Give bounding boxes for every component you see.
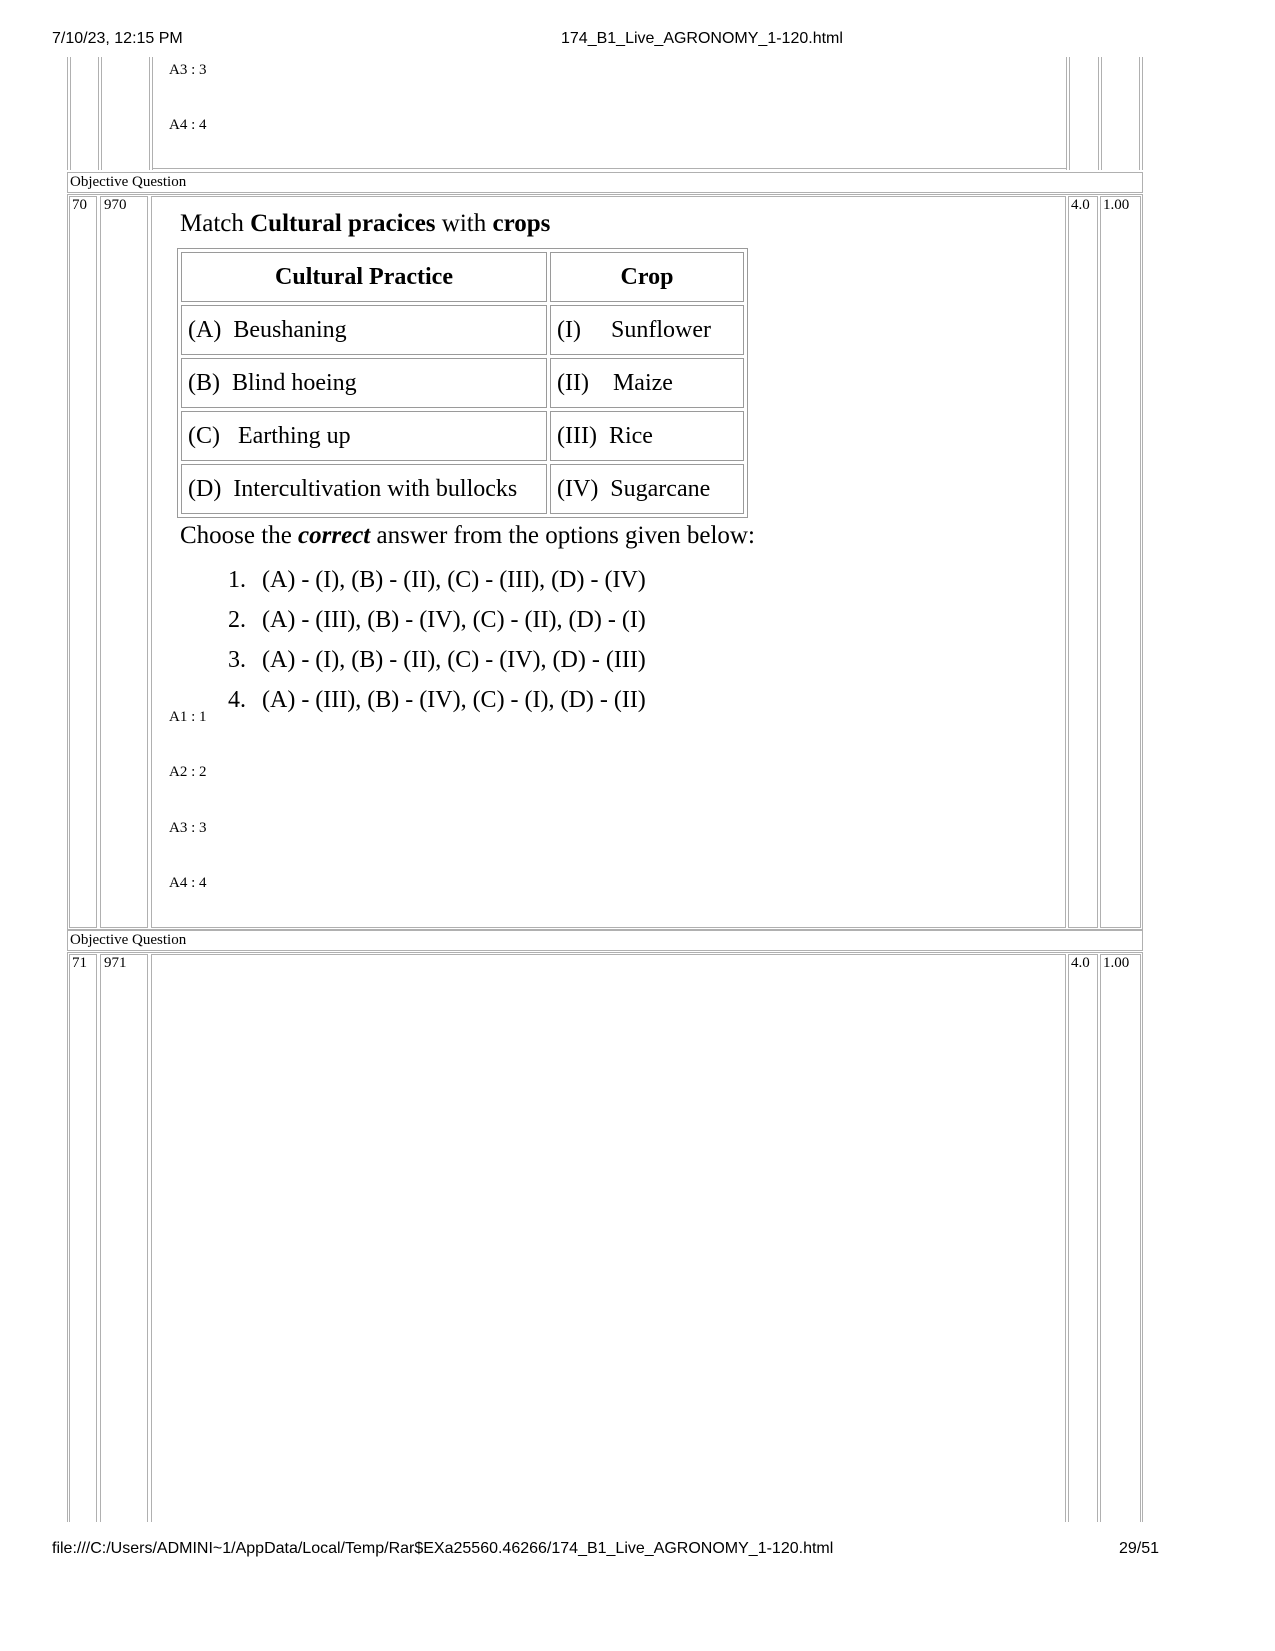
question-type-row [67,172,1143,193]
match-table [177,248,748,518]
option-item: 3. (A) - (I), (B) - (II), (C) - (IV), (D) - (III) [252,640,792,680]
option-item: 2. (A) - (III), (B) - (IV), (C) - (II), (D) - (I) [252,600,792,640]
prev-answer-3: A3 : 3 [169,62,207,78]
table-row [181,411,744,461]
match-table-header [181,252,744,302]
crop-cell: (II) Maize [550,358,744,408]
table-row [181,358,744,408]
qid-cell [100,196,148,928]
practice-cell: (C) Earthing up [181,411,547,461]
marks-cell [1068,954,1098,1522]
question-serial: 71 [72,955,87,971]
crop-cell: (I) Sunflower [550,305,744,355]
table-row [181,305,744,355]
question-marks: 4.0 [1071,955,1090,971]
negative-cell [1100,196,1141,928]
print-datetime: 7/10/23, 12:15 PM [52,30,183,47]
option-list [172,560,792,720]
question-negative-marks: 1.00 [1103,955,1130,971]
answer-option-3: A3 : 3 [169,820,207,836]
serial-cell [69,196,97,928]
question-body-cell [151,954,1066,1522]
option-item: 1. (A) - (I), (B) - (II), (C) - (III), (D) - (IV) [252,560,792,600]
question-id: 970 [104,197,127,213]
print-file-title: 174_B1_Live_AGRONOMY_1-120.html [561,30,843,47]
serial-cell [69,954,97,1522]
choose-instruction: Choose the correct answer from the options given below: [180,522,755,549]
prev-answer-4: A4 : 4 [169,117,207,133]
crop-cell: (III) Rice [550,411,744,461]
negative-cell [1100,954,1141,1522]
print-file-path: file:///C:/Users/ADMINI~1/AppData/Local/Temp/Rar$EXa25560.46266/174_B1_Live_AGRONOMY_1-120.html [52,1540,834,1557]
practice-cell: (D) Intercultivation with bullocks [181,464,547,514]
question-id: 971 [104,955,127,971]
question-content [172,210,792,720]
question-type-label: Objective Question [70,932,187,948]
question-title: Match Cultural pracices with crops [180,210,551,237]
option-item: 4. (A) - (III), (B) - (IV), (C) - (I), (D) - (II) [252,680,792,720]
question-marks: 4.0 [1071,197,1090,213]
answer-option-4: A4 : 4 [169,875,207,891]
marks-cell [1068,196,1098,928]
question-negative-marks: 1.00 [1103,197,1130,213]
answer-option-1: A1 : 1 [169,709,207,725]
question-type-row [67,930,1143,951]
qid-cell [100,954,148,1522]
header-cultural-practice: Cultural Practice [181,252,547,302]
table-row [181,464,744,514]
practice-cell: (B) Blind hoeing [181,358,547,408]
header-crop: Crop [550,252,744,302]
practice-cell: (A) Beushaning [181,305,547,355]
print-page-number: 29/51 [1119,1540,1160,1557]
answer-option-2: A2 : 2 [169,764,207,780]
question-type-label: Objective Question [70,174,187,190]
crop-cell: (IV) Sugarcane [550,464,744,514]
question-serial: 70 [72,197,87,213]
